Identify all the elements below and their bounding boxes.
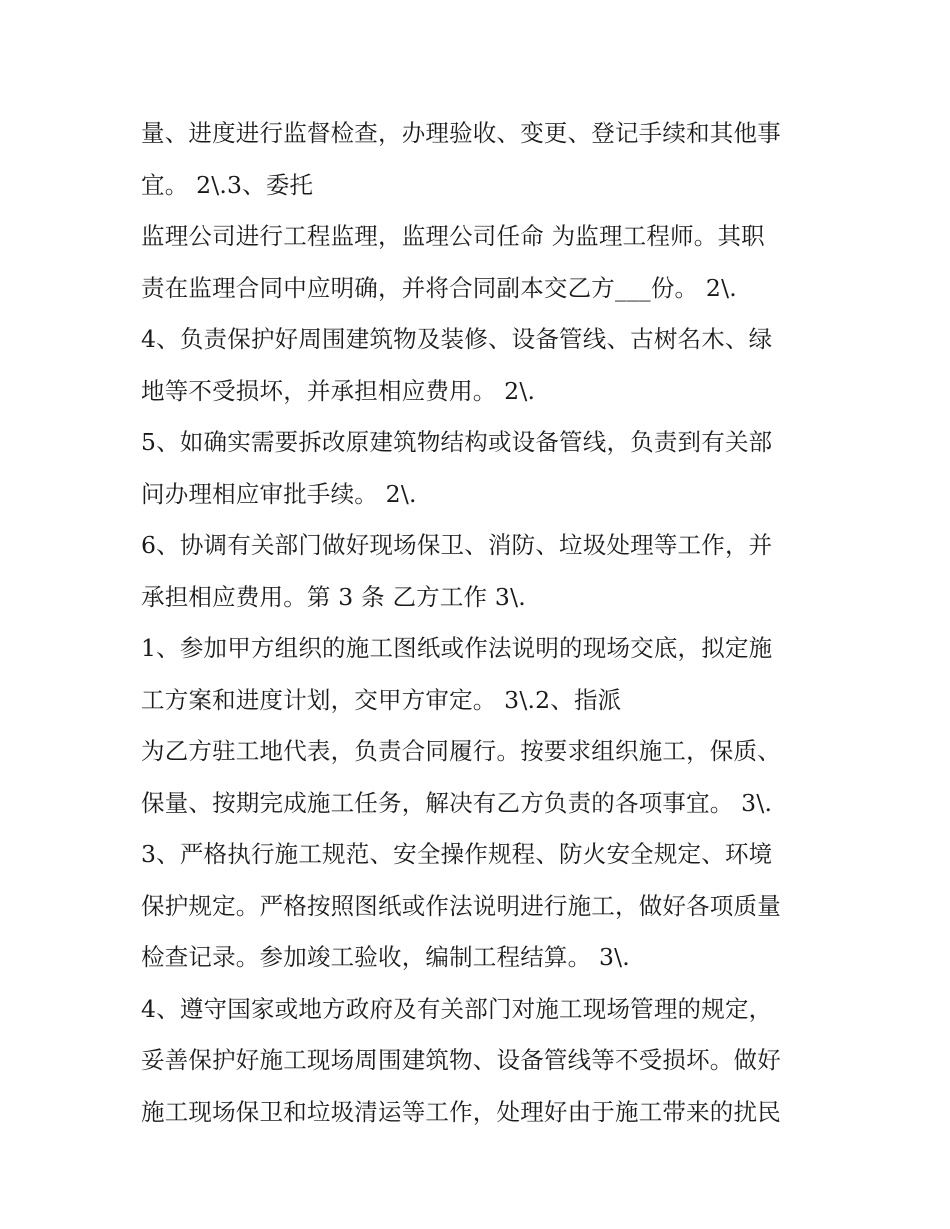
text-line: 承担相应费用。第 3 条 乙方工作 3\.: [141, 582, 526, 611]
text-line: 工方案和进度计划，交甲方审定。 3\.2、指派: [141, 685, 622, 714]
text-line: 量、进度进行监督检查，办理验收、变更、登记手续和其他事: [141, 119, 781, 147]
text-line: 保量、按期完成施工任务，解决有乙方负责的各项事宜。 3\.: [141, 788, 773, 817]
document-body: [141, 108, 821, 1138]
text-line: 监理公司进行工程监理，监理公司任命 为监理工程师。其职: [141, 222, 765, 250]
text-line: 为乙方驻工地代表，负责合同履行。按要求组织施工，保质、: [141, 737, 781, 765]
text-line: 施工现场保卫和垃圾清运等工作，处理好由于施工带来的扰民: [141, 1097, 781, 1126]
text-line: 检查记录。参加竣工验收，编制工程结算。 3\.: [141, 943, 630, 971]
text-line: 妥善保护好施工现场周围建筑物、设备管线等不受损坏。做好: [141, 1046, 781, 1074]
text-line: 4、遵守国家或地方政府及有关部门对施工现场管理的规定，: [141, 994, 773, 1023]
text-line: 保护规定。严格按照图纸或作法说明进行施工，做好各项质量: [141, 891, 781, 920]
text-line: 地等不受损坏，并承担相应费用。 2\.: [141, 376, 536, 405]
text-line: 1、参加甲方组织的施工图纸或作法说明的现场交底，拟定施: [141, 634, 773, 662]
text-line: 问办理相应审批手续。 2\.: [141, 479, 417, 508]
text-line: 6、协调有关部门做好现场保卫、消防、垃圾处理等工作，并: [141, 531, 773, 559]
text-line: 4、负责保护好周围建筑物及装修、设备管线、古树名木、绿: [141, 325, 773, 353]
text-line: 3、严格执行施工规范、安全操作规程、防火安全规定、环境: [141, 840, 773, 868]
text-line: 宜。 2\.3、委托: [141, 170, 314, 199]
text-line: 责在监理合同中应明确，并将合同副本交乙方___份。 2\.: [141, 273, 737, 302]
text-line: 5、如确实需要拆改原建筑物结构或设备管线，负责到有关部: [141, 428, 773, 456]
